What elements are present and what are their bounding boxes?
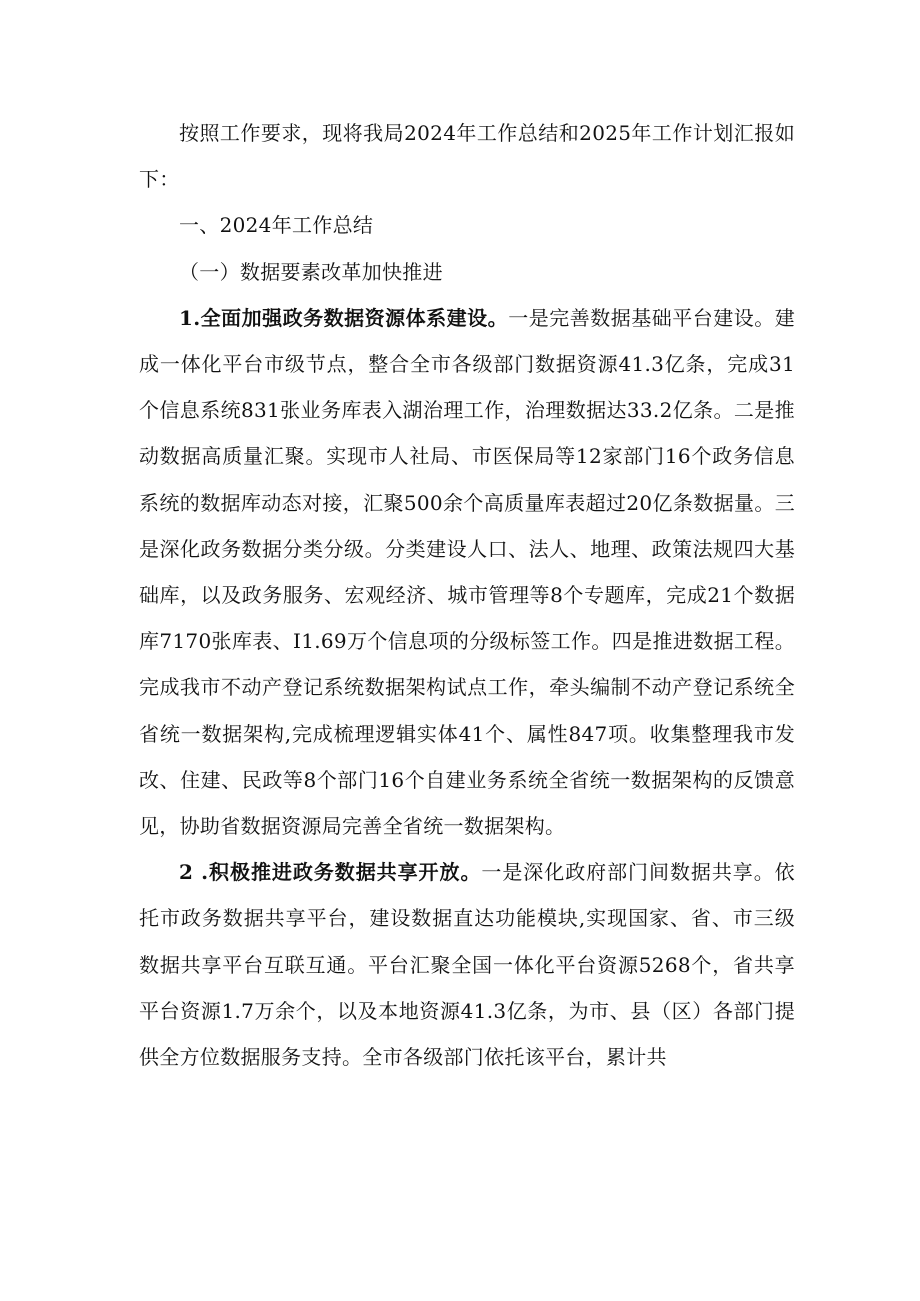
intro-paragraph: 按照工作要求，现将我局2024年工作总结和2025年工作计划汇报如下： [139,121,795,192]
item-1-body: 一是完善数据基础平台建设。建成一体化平台市级节点，整合全市各级部门数据资源41.3亿条，完成31个信息系统831张业务库表入湖治理工作，治理数据达33.2亿条。二是推动数据高质量汇聚。实现市人社局、市医保局等12家部门16个政务信息系统的数据库动态对接，汇聚500余个高质量库表超过20亿条数据量。三是深化政务数据分类分级。分类建设人口、法人、地理、政策法规四大基础库，以及政务服务、宏观经济、城市管理等8个专题库，完成21个数据库7170张库表、I1.69万个信息项的分级标签工作。四是推进数据工程。完成我市不动产登记系统数据架构试点工作，牵头编制不动产登记系统全省统一数据架构,完成梳理逻辑实体41个、属性847项。收集整理我市发改、住建、民政等8个部门16个自建业务系统全省统一数据架构的反馈意见，协助省数据资源局完善全省统一数据架构。 [139,305,795,839]
item-2-body: 一是深化政府部门间数据共享。依托市政务数据共享平台，建设数据直达功能模块,实现国家、省、市三级数据共享平台互联互通。平台汇聚全国一体化平台资源5268个，省共享平台资源1.7万余个，以及本地资源41.3亿条，为市、县（区）各部门提供全方位数据服务支持。全市各级部门依托该平台，累计共 [139,860,795,1070]
item-1-lead: 1.全面加强政务数据资源体系建设。 [179,305,509,330]
document-body [139,110,795,1080]
item-paragraph-2 [139,849,795,1080]
section-heading: 一、2024年工作总结 [179,213,374,238]
subsection-heading: （一）数据要素改革加快推进 [179,259,443,284]
item-2-lead: 2 .积极推进政务数据共享开放。 [179,860,482,885]
item-paragraph-1 [139,295,795,849]
